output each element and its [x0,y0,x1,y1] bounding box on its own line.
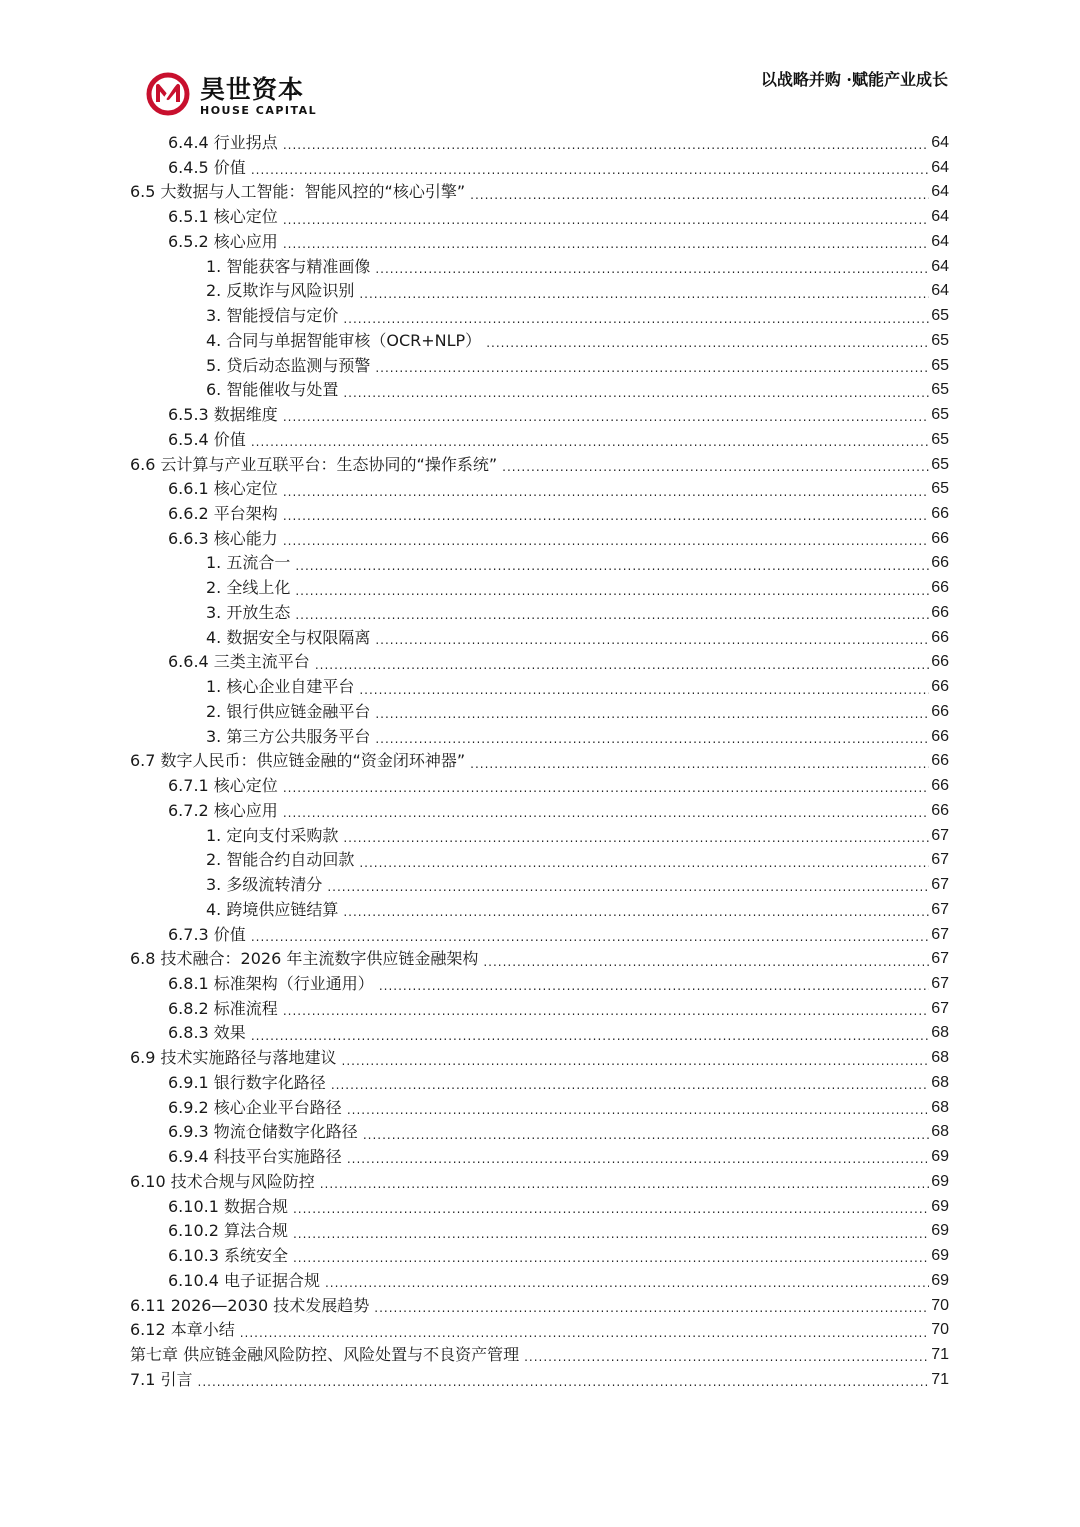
toc-entry[interactable] [130,1244,949,1269]
toc-entry-page-number: 67 [931,925,949,943]
toc-dot-leader [283,478,929,502]
toc-entry-title: 2. 银行供应链金融平台 [206,701,371,721]
toc-entry-page-number: 66 [931,579,949,597]
toc-dot-leader [359,676,929,700]
toc-entry-title: 6.10.4 电子证据合规 [168,1270,320,1290]
toc-entry[interactable] [130,1120,949,1145]
toc-dot-leader [295,552,929,576]
toc-entry-page-number: 65 [931,307,949,325]
toc-entry-title: 5. 贷后动态监测与预警 [206,355,371,375]
toc-dot-leader [293,1244,929,1268]
toc-entry[interactable] [130,255,949,280]
toc-entry[interactable] [130,304,949,329]
toc-entry[interactable] [130,354,949,379]
toc-dot-leader [283,206,929,230]
toc-entry-title: 6.6 云计算与产业互联平台：生态协同的“操作系统” [130,454,498,474]
toc-entry-page-number: 64 [931,208,949,226]
toc-dot-leader [483,948,929,972]
toc-entry-title: 3. 多级流转清分 [206,875,323,895]
toc-entry-page-number: 64 [931,257,949,275]
toc-entry[interactable] [130,1046,949,1071]
toc-dot-leader [283,997,929,1021]
toc-entry-page-number: 69 [931,1222,949,1240]
toc-entry-title: 6.10.3 系统安全 [168,1246,288,1266]
toc-entry[interactable] [130,1269,949,1294]
toc-dot-leader [283,774,929,798]
toc-entry-title: 6.6.3 核心能力 [168,528,278,548]
toc-dot-leader [283,527,929,551]
toc-dot-leader [293,1220,929,1244]
toc-entry-page-number: 69 [931,1197,949,1215]
toc-entry[interactable] [130,205,949,230]
company-logo [146,70,316,120]
toc-entry-page-number: 68 [931,1073,949,1091]
toc-entry-title: 1. 定向支付采购款 [206,825,339,845]
toc-dot-leader [375,725,929,749]
toc-entry-page-number: 66 [931,505,949,523]
toc-entry-page-number: 64 [931,158,949,176]
toc-entry-title: 6.9 技术实施路径与落地建议 [130,1048,337,1068]
toc-entry[interactable] [130,428,949,453]
toc-entry[interactable] [130,1170,949,1195]
toc-entry-page-number: 66 [931,554,949,572]
toc-entry[interactable] [130,279,949,304]
toc-entry-page-number: 71 [931,1345,949,1363]
toc-entry-title: 2. 智能合约自动回款 [206,850,355,870]
toc-dot-leader [359,849,929,873]
toc-entry[interactable] [130,774,949,799]
toc-entry-title: 6.5.3 数据维度 [168,405,278,425]
toc-entry[interactable] [130,1195,949,1220]
toc-dot-leader [470,181,929,205]
toc-entry[interactable] [130,601,949,626]
toc-entry-page-number: 67 [931,974,949,992]
toc-entry-title: 3. 第三方公共服务平台 [206,726,371,746]
toc-entry-title: 6.6.4 三类主流平台 [168,652,310,672]
toc-entry[interactable] [130,1021,949,1046]
toc-entry-title: 6.9.2 核心企业平台路径 [168,1097,342,1117]
toc-entry[interactable] [130,650,949,675]
toc-entry[interactable] [130,626,949,651]
toc-entry-page-number: 67 [931,826,949,844]
toc-entry-title: 3. 开放生态 [206,602,291,622]
toc-dot-leader [343,379,929,403]
toc-entry-title: 3. 智能授信与定价 [206,306,339,326]
toc-entry[interactable] [130,527,949,552]
toc-entry[interactable] [130,453,949,478]
toc-entry-title: 6.7 数字人民币：供应链金融的“资金闭环神器” [130,751,466,771]
toc-entry-page-number: 65 [931,455,949,473]
toc-dot-leader [470,750,929,774]
toc-dot-leader [283,403,929,427]
toc-dot-leader [343,824,929,848]
toc-entry-page-number: 66 [931,752,949,770]
toc-entry-title: 6.9.4 科技平台实施路径 [168,1147,342,1167]
toc-dot-leader [251,428,929,452]
toc-entry-page-number: 66 [931,653,949,671]
toc-entry[interactable] [130,551,949,576]
toc-entry[interactable] [130,700,949,725]
toc-entry[interactable] [130,180,949,205]
toc-entry-page-number: 66 [931,801,949,819]
toc-dot-leader [251,923,929,947]
toc-entry-page-number: 64 [931,134,949,151]
toc-entry-page-number: 64 [931,183,949,201]
toc-entry[interactable] [130,898,949,923]
toc-dot-leader [295,601,929,625]
toc-dot-leader [343,898,929,922]
toc-entry-title: 6.7.3 价值 [168,924,246,944]
toc-entry-page-number: 70 [931,1321,949,1339]
toc-entry-page-number: 67 [931,900,949,918]
toc-entry-title: 6.10.2 算法合规 [168,1221,288,1241]
toc-entry-title: 6.10.1 数据合规 [168,1196,288,1216]
toc-dot-leader [293,1195,929,1219]
toc-entry-page-number: 70 [931,1296,949,1314]
toc-entry[interactable] [130,848,949,873]
toc-entry[interactable] [130,131,949,156]
toc-dot-leader [283,799,929,823]
toc-dot-leader [375,700,929,724]
toc-entry-page-number: 65 [931,430,949,448]
page-header [0,0,1080,130]
toc-entry-page-number: 68 [931,1123,949,1141]
toc-entry-page-number: 66 [931,727,949,745]
toc-entry-page-number: 67 [931,950,949,968]
toc-entry[interactable] [130,1071,949,1096]
toc-entry[interactable] [130,947,949,972]
toc-entry-page-number: 68 [931,1049,949,1067]
toc-dot-leader [486,329,929,353]
toc-dot-leader [375,354,929,378]
toc-entry[interactable] [130,1368,949,1393]
toc-entry[interactable] [130,1318,949,1343]
toc-entry-page-number: 64 [931,282,949,300]
logo-mark-icon [146,72,190,116]
toc-entry-title: 6.6.2 平台架构 [168,504,278,524]
toc-entry-title: 6.8.2 标准流程 [168,998,278,1018]
toc-entry[interactable] [130,1145,949,1170]
toc-entry-page-number: 69 [931,1172,949,1190]
toc-entry[interactable] [130,997,949,1022]
toc-entry-title: 6.5 大数据与人工智能：智能风控的“核心引擎” [130,182,466,202]
toc-entry-title: 6.4.5 价值 [168,157,246,177]
toc-dot-leader [363,1121,929,1145]
toc-entry[interactable] [130,1219,949,1244]
toc-entry[interactable] [130,1294,949,1319]
toc-entry[interactable] [130,230,949,255]
toc-entry-page-number: 66 [931,777,949,795]
toc-entry[interactable] [130,824,949,849]
toc-dot-leader [240,1319,929,1343]
toc-entry-page-number: 68 [931,1024,949,1042]
toc-entry[interactable] [130,923,949,948]
toc-entry[interactable] [130,873,949,898]
toc-entry-title: 第七章 供应链金融风险防控、风险处置与不良资产管理 [130,1344,520,1364]
toc-entry[interactable] [130,749,949,774]
toc-entry-page-number: 65 [931,406,949,424]
toc-entry-title: 4. 数据安全与权限隔离 [206,627,371,647]
toc-dot-leader [342,1047,930,1071]
toc-entry[interactable] [130,576,949,601]
toc-entry-title: 6.5.4 价值 [168,429,246,449]
toc-dot-leader [251,1022,929,1046]
toc-dot-leader [524,1343,929,1367]
toc-dot-leader [251,156,929,180]
toc-entry-title: 1. 智能获客与精准画像 [206,256,371,276]
toc-dot-leader [327,873,929,897]
toc-entry[interactable] [130,378,949,403]
toc-entry-title: 4. 跨境供应链结算 [206,899,339,919]
toc-entry-page-number: 66 [931,702,949,720]
toc-dot-leader [283,502,929,526]
toc-entry-title: 6.5.2 核心应用 [168,231,278,251]
toc-entry-page-number: 67 [931,876,949,894]
toc-dot-leader [379,972,929,996]
toc-entry-title: 6.7.1 核心定位 [168,776,278,796]
toc-entry-page-number: 66 [931,628,949,646]
toc-entry-page-number: 65 [931,356,949,374]
toc-entry-title: 2. 全线上化 [206,578,291,598]
toc-entry-title: 1. 五流合一 [206,553,291,573]
toc-entry-page-number: 65 [931,480,949,498]
toc-entry[interactable] [130,799,949,824]
toc-entry-title: 6.8.3 效果 [168,1023,246,1043]
toc-entry-page-number: 66 [931,678,949,696]
toc-entry[interactable] [130,477,949,502]
toc-entry-page-number: 67 [931,999,949,1017]
toc-entry-title: 1. 核心企业自建平台 [206,677,355,697]
toc-entry-page-number: 67 [931,851,949,869]
toc-entry-page-number: 65 [931,381,949,399]
toc-entry[interactable] [130,156,949,181]
toc-dot-leader [315,651,929,675]
toc-dot-leader [347,1096,929,1120]
toc-dot-leader [325,1269,929,1293]
toc-entry[interactable] [130,972,949,997]
toc-dot-leader [502,453,929,477]
toc-entry[interactable] [130,1343,949,1368]
toc-entry-title: 6.5.1 核心定位 [168,207,278,227]
toc-entry-page-number: 68 [931,1098,949,1116]
toc-dot-leader [347,1145,929,1169]
toc-entry-page-number: 71 [931,1370,949,1388]
toc-dot-leader [331,1071,929,1095]
toc-entry-title: 2. 反欺诈与风险识别 [206,281,355,301]
toc-entry[interactable] [130,675,949,700]
toc-entry-title: 6.8.1 标准架构（行业通用） [168,973,374,993]
toc-entry-page-number: 65 [931,331,949,349]
toc-entry-page-number: 69 [931,1271,949,1289]
toc-dot-leader [375,626,929,650]
logo-chinese-name: 昊世资本 [200,75,305,104]
toc-entry[interactable] [130,502,949,527]
toc-entry-title: 6.6.1 核心定位 [168,479,278,499]
toc-entry-title: 6.12 本章小结 [130,1320,235,1340]
toc-entry-title: 7.1 引言 [130,1369,193,1389]
toc-entry-title: 6. 智能催收与处置 [206,380,339,400]
toc-entry[interactable] [130,403,949,428]
toc-entry-page-number: 66 [931,603,949,621]
toc-entry-title: 6.4.4 行业拐点 [168,133,278,152]
toc-entry-page-number: 66 [931,529,949,547]
toc-dot-leader [320,1170,929,1194]
header-slogan: 以战略并购 ·赋能产业成长 [760,70,948,89]
toc-dot-leader [283,230,929,254]
toc-entry-title: 4. 合同与单据智能审核（OCR+NLP） [206,330,482,350]
toc-dot-leader [375,255,929,279]
toc-entry-title: 6.7.2 核心应用 [168,800,278,820]
toc-entry-title: 6.11 2026—2030 技术发展趋势 [130,1295,370,1315]
toc-entry-title: 6.10 技术合规与风险防控 [130,1171,315,1191]
toc-entry[interactable] [130,329,949,354]
toc-dot-leader [198,1368,930,1392]
toc-entry-title: 6.8 技术融合：2026 年主流数字供应链金融架构 [130,949,479,969]
logo-english-name: HOUSE CAPITAL [200,104,318,117]
toc-dot-leader [295,577,929,601]
toc-dot-leader [283,131,929,155]
table-of-contents [130,131,949,1392]
toc-entry-page-number: 64 [931,232,949,250]
toc-entry-page-number: 69 [931,1247,949,1265]
toc-dot-leader [374,1294,929,1318]
toc-dot-leader [359,280,929,304]
toc-entry-title: 6.9.1 银行数字化路径 [168,1072,326,1092]
toc-entry-page-number: 69 [931,1148,949,1166]
toc-entry[interactable] [130,725,949,750]
toc-entry-title: 6.9.3 物流仓储数字化路径 [168,1122,358,1142]
toc-dot-leader [343,305,929,329]
toc-entry[interactable] [130,1096,949,1121]
